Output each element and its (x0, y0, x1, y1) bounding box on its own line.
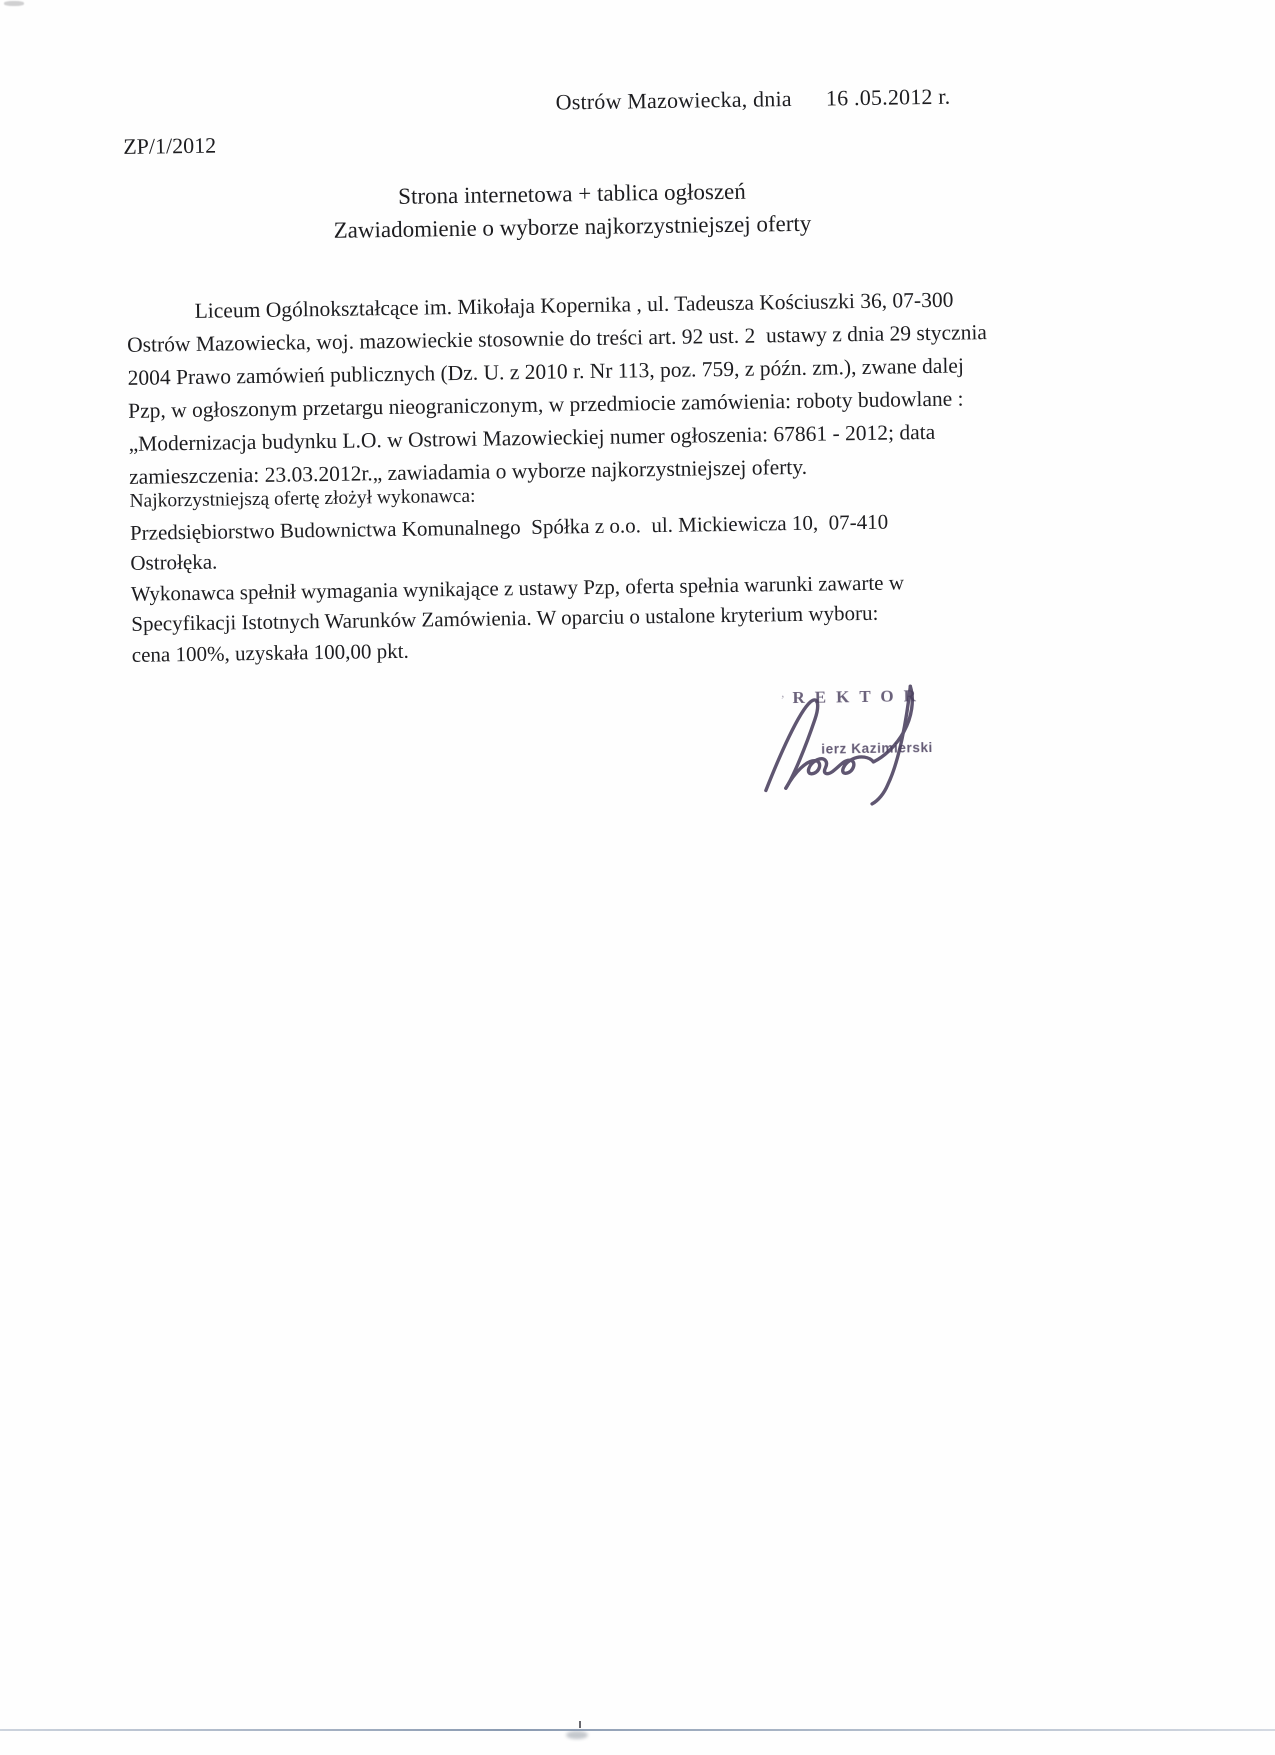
scan-artifact-smudge (566, 1731, 588, 1739)
stamp-signatory-name: ierz Kazimierski (821, 739, 934, 757)
dateline: Ostrów Mazowiecka, dnia 16 .05.2012 r. (555, 83, 951, 115)
body-line: Pzp, w ogłoszonym przetargu nieograniczonym, w przedmiocie zamówienia: roboty budowlane : (127, 386, 964, 423)
scan-artifact-line (0, 1729, 1275, 1731)
document-title-line2: Zawiadomienie o wyborze najkorzystniejszej oferty (333, 210, 812, 243)
handwritten-signature-icon (756, 673, 968, 811)
document-title (0, 169, 1148, 252)
body-paragraph-main (126, 282, 1049, 494)
scan-artifact-tick (579, 1721, 581, 1728)
document-title-line1: Strona internetowa + tablica ogłoszeń (397, 178, 746, 209)
stamp-title-rektor: REKTOR (792, 686, 926, 708)
body-line: Liceum Ogólnokształcące im. Mikołaja Kopernika , ul. Tadeusza Kościuszki 36, 07-300 (194, 287, 954, 323)
body-line: Specyfikacji Istotnych Warunków Zamówienia. W oparciu o ustalone kryterium wyboru: (131, 600, 879, 636)
body-line: Najkorzystniejszą ofertę złożył wykonawca: (129, 485, 476, 512)
body-line: „Modernizacja budynku L.O. w Ostrowi Mazowieckiej numer ogłoszenia: 67861 - 2012; data (128, 419, 936, 456)
body-line: Ostrów Mazowiecka, woj. mazowieckie stosownie do treści art. 92 ust. 2 ustawy z dnia 29 stycznia (127, 320, 988, 357)
scan-artifact-speck (4, 1, 24, 6)
body-paragraph-winner (129, 473, 1062, 670)
body-line: 2004 Prawo zamówień publicznych (Dz. U. z 2010 r. Nr 113, poz. 759, z późn. zm.), zwane dalej (127, 353, 965, 390)
body-line: Wykonawca spełnił wymagania wynikające z ustawy Pzp, oferta spełnia warunki zawarte w (130, 569, 905, 606)
body-line: zamieszczenia: 23.03.2012r.„ zawiadamia o wyborze najkorzystniejszej oferty. (128, 454, 808, 489)
signature-stamp-block (756, 673, 968, 811)
body-line: cena 100%, uzyskała 100,00 pkt. (131, 638, 409, 667)
stamp-ink-mark: ’ (780, 692, 785, 708)
reference-number: ZP/1/2012 (123, 132, 217, 159)
body-line: Przedsiębiorstwo Budownictwa Komunalnego Spółka z o.o. ul. Mickiewicza 10, 07-410 (129, 509, 889, 545)
body-line: Ostrołęka. (130, 549, 218, 575)
